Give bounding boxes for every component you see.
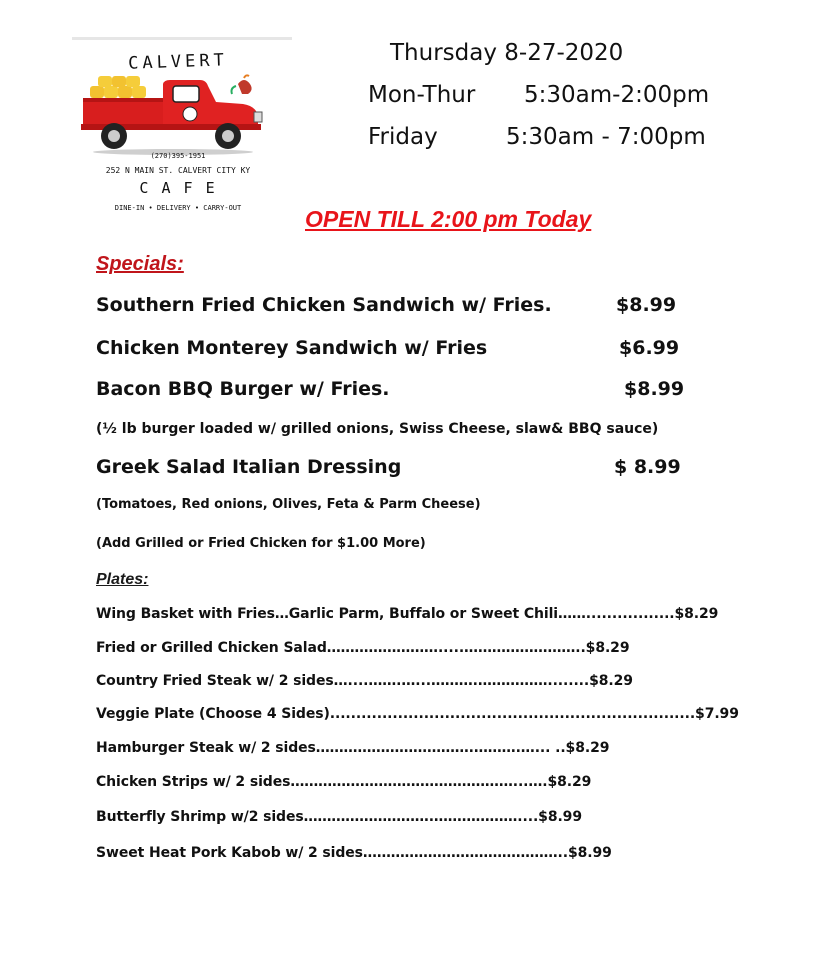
logo-address: 252 N MAIN ST. CALVERT CITY KY — [105, 166, 251, 175]
logo-phone: (270)395-1951 — [150, 152, 206, 160]
open-notice: OPEN TILL 2:00 pm Today — [305, 206, 592, 232]
hours-days-1: Mon-Thur — [368, 82, 476, 108]
special-item-price: $8.99 — [616, 294, 677, 316]
special-item-name: Chicken Monterey Sandwich w/ Fries — [96, 337, 488, 359]
special-item-name: Greek Salad Italian Dressing — [96, 456, 402, 478]
plate-item: Butterfly Shrimp w/2 sides……………………….………………....$8.99 — [96, 809, 582, 825]
logo-cafe: C A F E — [139, 179, 217, 197]
special-item-note: (Tomatoes, Red onions, Olives, Feta & Parm Cheese) — [96, 497, 481, 512]
special-item-price: $8.99 — [624, 378, 685, 400]
date-line: Thursday 8-27-2020 — [390, 40, 624, 66]
red-truck-icon — [78, 72, 278, 162]
plate-item: Sweet Heat Pork Kabob w/ 2 sides……………………………………..$8.99 — [96, 845, 612, 861]
special-item-name: Bacon BBQ Burger w/ Fries. — [96, 378, 390, 400]
plate-item: Chicken Strips w/ 2 sides…………………………………………...….$8.29 — [96, 774, 592, 790]
specials-heading: Specials: — [96, 253, 184, 275]
plate-item: Wing Basket with Fries…Garlic Parm, Buffalo or Sweet Chili…….................$8.29 — [96, 606, 719, 622]
plate-item: Hamburger Steak w/ 2 sides…………………………….……….…... ..$8.29 — [96, 740, 610, 756]
hours-time-2: 5:30am - 7:00pm — [506, 124, 706, 150]
special-item-note: (Add Grilled or Fried Chicken for $1.00 More) — [96, 536, 426, 551]
plates-heading: Plates: — [96, 571, 149, 588]
logo-services: DINE-IN • DELIVERY • CARRY-OUT — [114, 204, 242, 212]
special-item-price: $6.99 — [619, 337, 680, 359]
plate-item: Fried or Grilled Chicken Salad…………………….....……………………..$8.29 — [96, 640, 630, 656]
plate-item: Veggie Plate (Choose 4 Sides)......................................................................$7.99 — [96, 706, 739, 722]
hours-time-1: 5:30am-2:00pm — [524, 82, 710, 108]
logo-top-rule — [72, 37, 292, 40]
special-item-name: Southern Fried Chicken Sandwich w/ Fries. — [96, 294, 552, 316]
hours-days-2: Friday — [368, 124, 438, 150]
special-item-note: (½ lb burger loaded w/ grilled onions, Swiss Cheese, slaw& BBQ sauce) — [96, 421, 659, 437]
logo-name: CALVERT — [127, 50, 229, 74]
special-item-price: $ 8.99 — [614, 456, 681, 478]
plate-item: Country Fried Steak w/ 2 sides…....…….…...……….……………........$8.29 — [96, 673, 633, 689]
cafe-logo — [78, 48, 278, 223]
